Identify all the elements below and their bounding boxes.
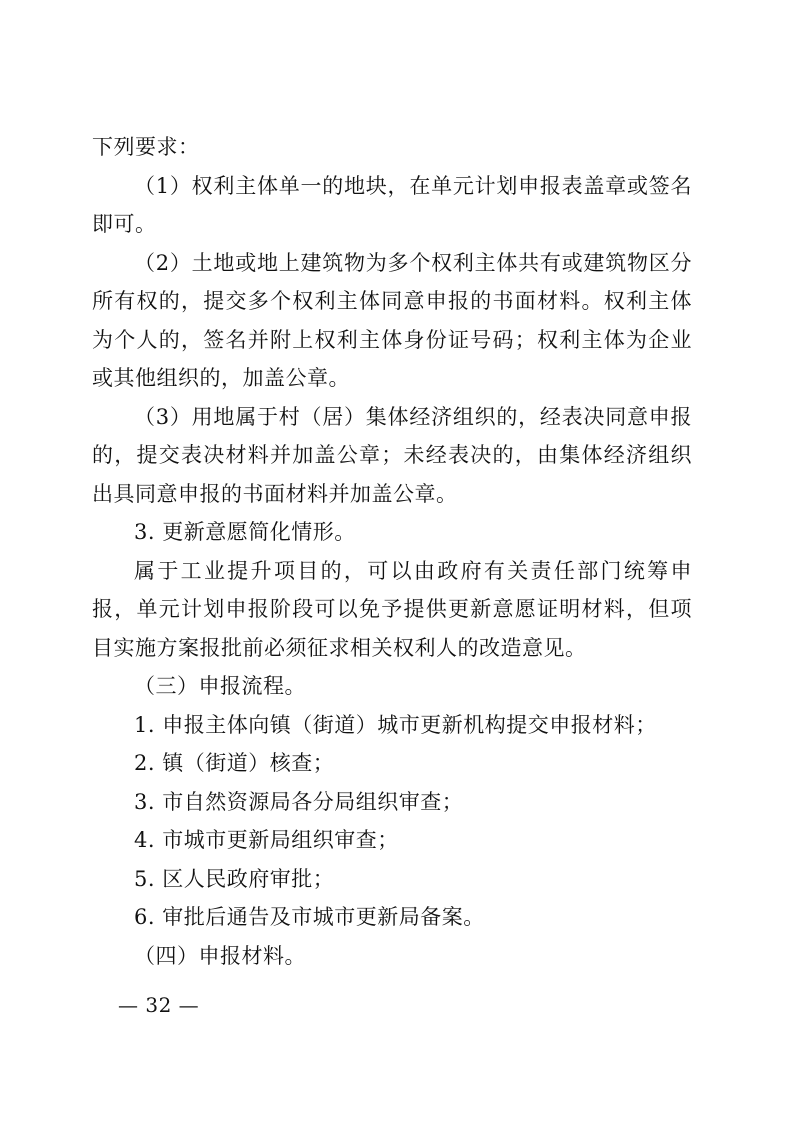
paragraph-heading-3: 3. 更新意愿简化情形。: [134, 520, 356, 544]
process-step-6: 6. 审批后通告及市城市更新局备案。: [134, 905, 485, 929]
process-step-4: 4. 市城市更新局组织审查；: [134, 828, 399, 852]
process-step-2: 2. 镇（街道）核查；: [134, 751, 335, 775]
paragraph-item-3: （3）用地属于村（居）集体经济组织的，经表决同意申报的，提交表决材料并加盖公章；未经表决的，由集体经济组织出具同意申报的书面材料并加盖公章。: [92, 404, 692, 506]
section-heading-materials: （四）申报材料。: [134, 943, 306, 968]
paragraph-item-2: （2）土地或地上建筑物为多个权利主体共有或建筑物区分所有权的，提交多个权利主体同意申报的书面材料。权利主体为个人的，签名并附上权利主体身份证号码；权利主体为企业或其他组织的，加盖公章。: [92, 250, 692, 390]
page-number: — 32 —: [118, 993, 200, 1017]
document-body: [92, 128, 692, 975]
section-heading-process: （三）申报流程。: [134, 674, 306, 698]
paragraph-item-1: （1）权利主体单一的地块，在单元计划申报表盖章或签名即可。: [92, 173, 692, 236]
paragraph-intro: 下列要求：: [92, 135, 200, 159]
process-step-5: 5. 区人民政府审批；: [134, 866, 335, 891]
process-step-3: 3. 市自然资源局各分局组织审查；: [134, 789, 464, 814]
paragraph-industrial-project: 属于工业提升项目的，可以由政府有关责任部门统筹申报，单元计划申报阶段可以免予提供更新意愿证明材料，但项目实施方案报批前必须征求相关权利人的改造意见。: [92, 558, 692, 660]
process-step-1: 1. 申报主体向镇（街道）城市更新机构提交申报材料；: [134, 712, 657, 737]
